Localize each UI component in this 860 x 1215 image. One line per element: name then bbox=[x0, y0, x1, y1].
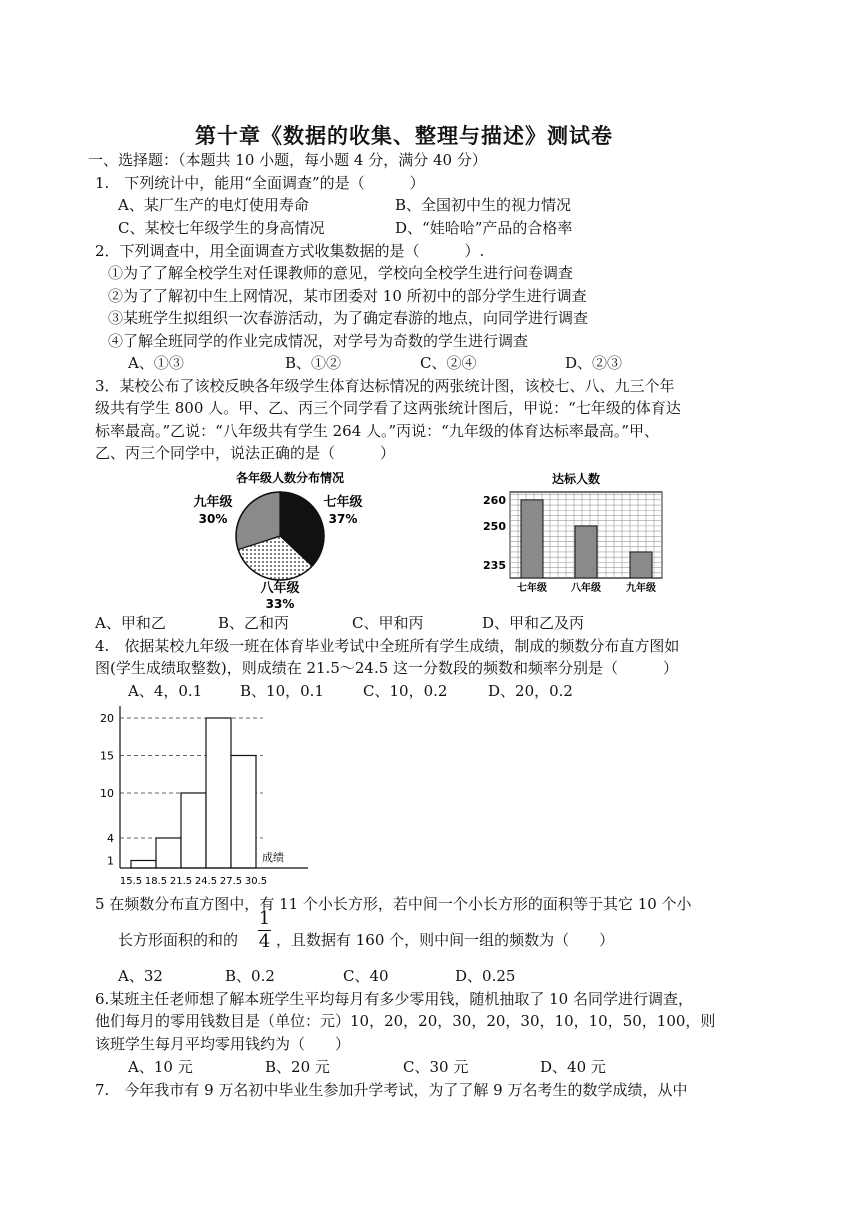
q3-option-b: B、乙和丙 bbox=[218, 614, 290, 632]
q4-option-b: B、10，0.1 bbox=[240, 682, 324, 700]
q5-option-d: D、0.25 bbox=[455, 967, 516, 985]
q3-line: 标率最高。”乙说：“八年级共有学生 264 人。”丙说：“九年级的体育达标率最高。”甲、 bbox=[95, 422, 660, 440]
q6-option-c: C、30 元 bbox=[403, 1058, 469, 1076]
q4-option-d: D、20，0.2 bbox=[488, 682, 573, 700]
q2-option-b: B、①② bbox=[285, 354, 342, 372]
bar-y-tick-label: 235 bbox=[483, 558, 506, 572]
q2-item: ①为了了解全校学生对任课教师的意见，学校向全校学生进行问卷调查 bbox=[108, 264, 574, 282]
q2-option-a: A、①③ bbox=[128, 354, 184, 372]
histogram-y-tick-label: 1 bbox=[107, 854, 114, 868]
bar-八年级 bbox=[575, 526, 597, 578]
q5-option-c: C、40 bbox=[343, 967, 389, 985]
q3-option-d: D、甲和乙及丙 bbox=[482, 614, 585, 632]
q3-line: 乙、丙三个同学中，说法正确的是（ ） bbox=[95, 444, 396, 462]
bar-七年级 bbox=[521, 500, 543, 578]
q6-option-a: A、10 元 bbox=[128, 1058, 193, 1076]
grade-distribution-pie-chart bbox=[185, 464, 395, 614]
q7-line1: 7. 今年我市有 9 万名初中毕业生参加升学考试，为了了解 9 万名考生的数学成绩，从中 bbox=[95, 1081, 688, 1099]
histogram-bar bbox=[131, 861, 156, 869]
q1-option-b: B、全国初中生的视力情况 bbox=[395, 196, 572, 214]
q3-option-a: A、甲和乙 bbox=[95, 614, 166, 632]
q4-option-a: A、4，0.1 bbox=[128, 682, 203, 700]
histogram-x-tick-label: 21.5 bbox=[169, 876, 193, 887]
pass-count-bar-chart bbox=[478, 470, 668, 598]
q6-option-d: D、40 元 bbox=[540, 1058, 606, 1076]
pie-value-grade9: 30% bbox=[198, 512, 228, 526]
histogram-y-tick-label: 10 bbox=[100, 787, 114, 800]
q5-line1: 5 在频数分布直方图中，有 11 个小长方形，若中间一个小长方形的面积等于其它 10 个小 bbox=[95, 895, 692, 913]
q2-item: ③某班学生拟组织一次春游活动，为了确定春游的地点，向同学进行调查 bbox=[108, 309, 589, 327]
q3-line: 级共有学生 800 人。甲、乙、丙三个同学看了这两张统计图后，甲说：“七年级的体育达 bbox=[95, 399, 681, 417]
q6-line: 该班学生每月平均零用钱约为（ ） bbox=[95, 1035, 351, 1053]
q2-option-d: D、②③ bbox=[565, 354, 623, 372]
histogram-y-tick-label: 15 bbox=[100, 749, 114, 763]
bar-y-tick-label: 260 bbox=[483, 493, 506, 507]
histogram-x-tick-label: 27.5 bbox=[219, 876, 243, 887]
q3-line: 3．某校公布了该校反映各年级学生体育达标情况的两张统计图，该校七、八、九三个年 bbox=[95, 377, 675, 395]
histogram-bar bbox=[181, 793, 206, 868]
page-title: 第十章《数据的收集、整理与描述》测试卷 bbox=[195, 123, 613, 148]
q5-line2-part1: 长方形面积的和的 bbox=[118, 931, 239, 949]
one-quarter-fraction bbox=[258, 909, 271, 952]
histogram-x-tick-label: 30.5 bbox=[244, 876, 268, 887]
score-histogram bbox=[88, 700, 323, 892]
pie-title: 各年级人数分布情况 bbox=[235, 471, 345, 485]
pie-label-grade9: 九年级 bbox=[193, 495, 233, 510]
q4-line: 图(学生成绩取整数)，则成绩在 21.5～24.5 这一分数段的频数和频率分别是（ ） bbox=[95, 659, 679, 677]
q5-line2-part2: ，且数据有 160 个，则中间一组的频数为（ ） bbox=[276, 931, 615, 949]
section-heading: 一、选择题：（本题共 10 小题，每小题 4 分，满分 40 分） bbox=[88, 151, 487, 169]
q1-option-a: A、某厂生产的电灯使用寿命 bbox=[118, 196, 309, 214]
histogram-x-label: 成绩 bbox=[262, 851, 284, 864]
fraction-denominator: 4 bbox=[258, 931, 271, 952]
q5-option-a: A、32 bbox=[118, 967, 163, 985]
q6-line: 他们每月的零用钱数目是（单位：元）10，20，20，30，20，30，10，10，50，100，则 bbox=[95, 1012, 716, 1030]
q4-option-c: C、10，0.2 bbox=[363, 682, 448, 700]
q6-option-b: B、20 元 bbox=[265, 1058, 330, 1076]
q3-option-c: C、甲和丙 bbox=[352, 614, 424, 632]
histogram-x-tick-label: 18.5 bbox=[144, 876, 168, 887]
q1-option-d: D、“娃哈哈”产品的合格率 bbox=[395, 219, 573, 237]
pie-label-grade8: 八年级 bbox=[260, 581, 300, 596]
q4-line: 4. 依据某校九年级一班在体育毕业考试中全班所有学生成绩，制成的频数分布直方图如 bbox=[95, 637, 680, 655]
histogram-x-tick-label: 24.5 bbox=[194, 876, 218, 887]
q2-stem: 2．下列调查中，用全面调查方式收集数据的是（ ）. bbox=[95, 242, 485, 260]
histogram-y-tick-label: 4 bbox=[107, 832, 114, 845]
histogram-y-tick-label: 20 bbox=[100, 712, 114, 725]
q2-item: ④了解全班同学的作业完成情况，对学号为奇数的学生进行调查 bbox=[108, 332, 529, 350]
q5-option-b: B、0.2 bbox=[225, 967, 275, 985]
q2-option-c: C、②④ bbox=[420, 354, 477, 372]
pie-value-grade8: 33% bbox=[265, 597, 295, 611]
q1-stem: 1. 下列统计中，能用“全面调查”的是（ ） bbox=[95, 174, 425, 192]
fraction-numerator: 1 bbox=[258, 908, 271, 929]
bar-x-tick-label: 八年级 bbox=[571, 583, 601, 594]
histogram-x-tick-label: 15.5 bbox=[119, 876, 143, 887]
q1-option-c: C、某校七年级学生的身高情况 bbox=[118, 219, 325, 237]
pie-value-grade7: 37% bbox=[328, 512, 358, 526]
bar-x-tick-label: 七年级 bbox=[517, 583, 547, 594]
histogram-bar bbox=[231, 756, 256, 869]
bar-九年级 bbox=[630, 552, 652, 578]
histogram-bar bbox=[156, 838, 181, 868]
bar-y-tick-label: 250 bbox=[483, 519, 506, 533]
pie-label-grade7: 七年级 bbox=[323, 495, 363, 510]
bar-title: 达标人数 bbox=[551, 472, 601, 486]
histogram-bar bbox=[206, 718, 231, 868]
q2-item: ②为了了解初中生上网情况，某市团委对 10 所初中的部分学生进行调查 bbox=[108, 287, 587, 305]
q6-line: 6.某班主任老师想了解本班学生平均每月有多少零用钱，随机抽取了 10 名同学进行调查， bbox=[95, 990, 693, 1008]
bar-x-tick-label: 九年级 bbox=[626, 583, 656, 594]
